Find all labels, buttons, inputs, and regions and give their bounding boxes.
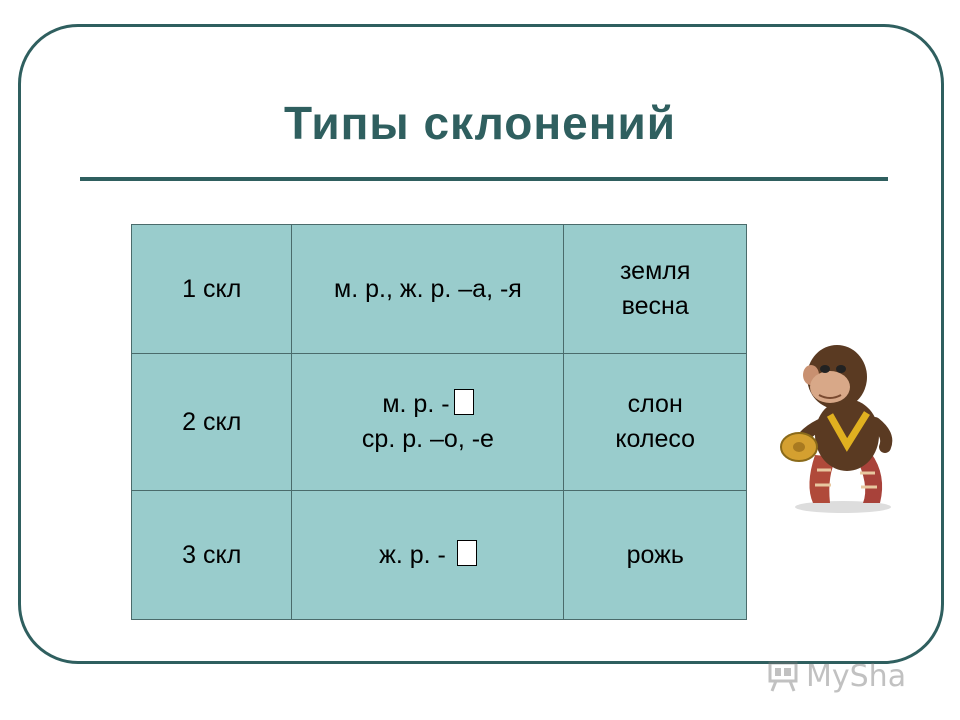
title-underline: [80, 177, 888, 181]
declension-type-cell: 3 скл: [132, 491, 292, 620]
examples-cell: [564, 225, 747, 354]
declension-type-cell: 2 скл: [132, 354, 292, 491]
endings-cell: [292, 225, 564, 354]
example-word: слон: [627, 390, 683, 418]
table-row: [132, 354, 747, 491]
missing-glyph-box-icon: [457, 540, 477, 566]
examples-cell: [564, 491, 747, 620]
slide-title: Типы склонений: [283, 97, 677, 149]
table-row: [132, 491, 747, 620]
declension-table: [131, 224, 747, 620]
presentation-board-icon: [766, 659, 802, 693]
endings-text: м. р. -: [382, 390, 450, 418]
endings-cell: [292, 491, 564, 620]
monkey-toy-image: [775, 335, 910, 515]
example-word: рожь: [626, 540, 684, 569]
declension-type-cell: 1 скл: [132, 225, 292, 354]
missing-glyph-box-icon: [454, 389, 474, 415]
example-word: колесо: [615, 425, 696, 453]
example-word: весна: [621, 292, 689, 320]
endings-cell: [292, 354, 564, 491]
example-word: земля: [620, 257, 691, 285]
watermark-text: MySha: [806, 658, 907, 694]
endings-text: ср. р. –о, -е: [361, 425, 494, 453]
endings-text: ж. р. -: [379, 540, 453, 569]
endings-text: м. р., ж. р. –а, -я: [334, 274, 522, 303]
examples-cell: [564, 354, 747, 491]
table-row: [132, 225, 747, 354]
watermark: [766, 656, 906, 696]
